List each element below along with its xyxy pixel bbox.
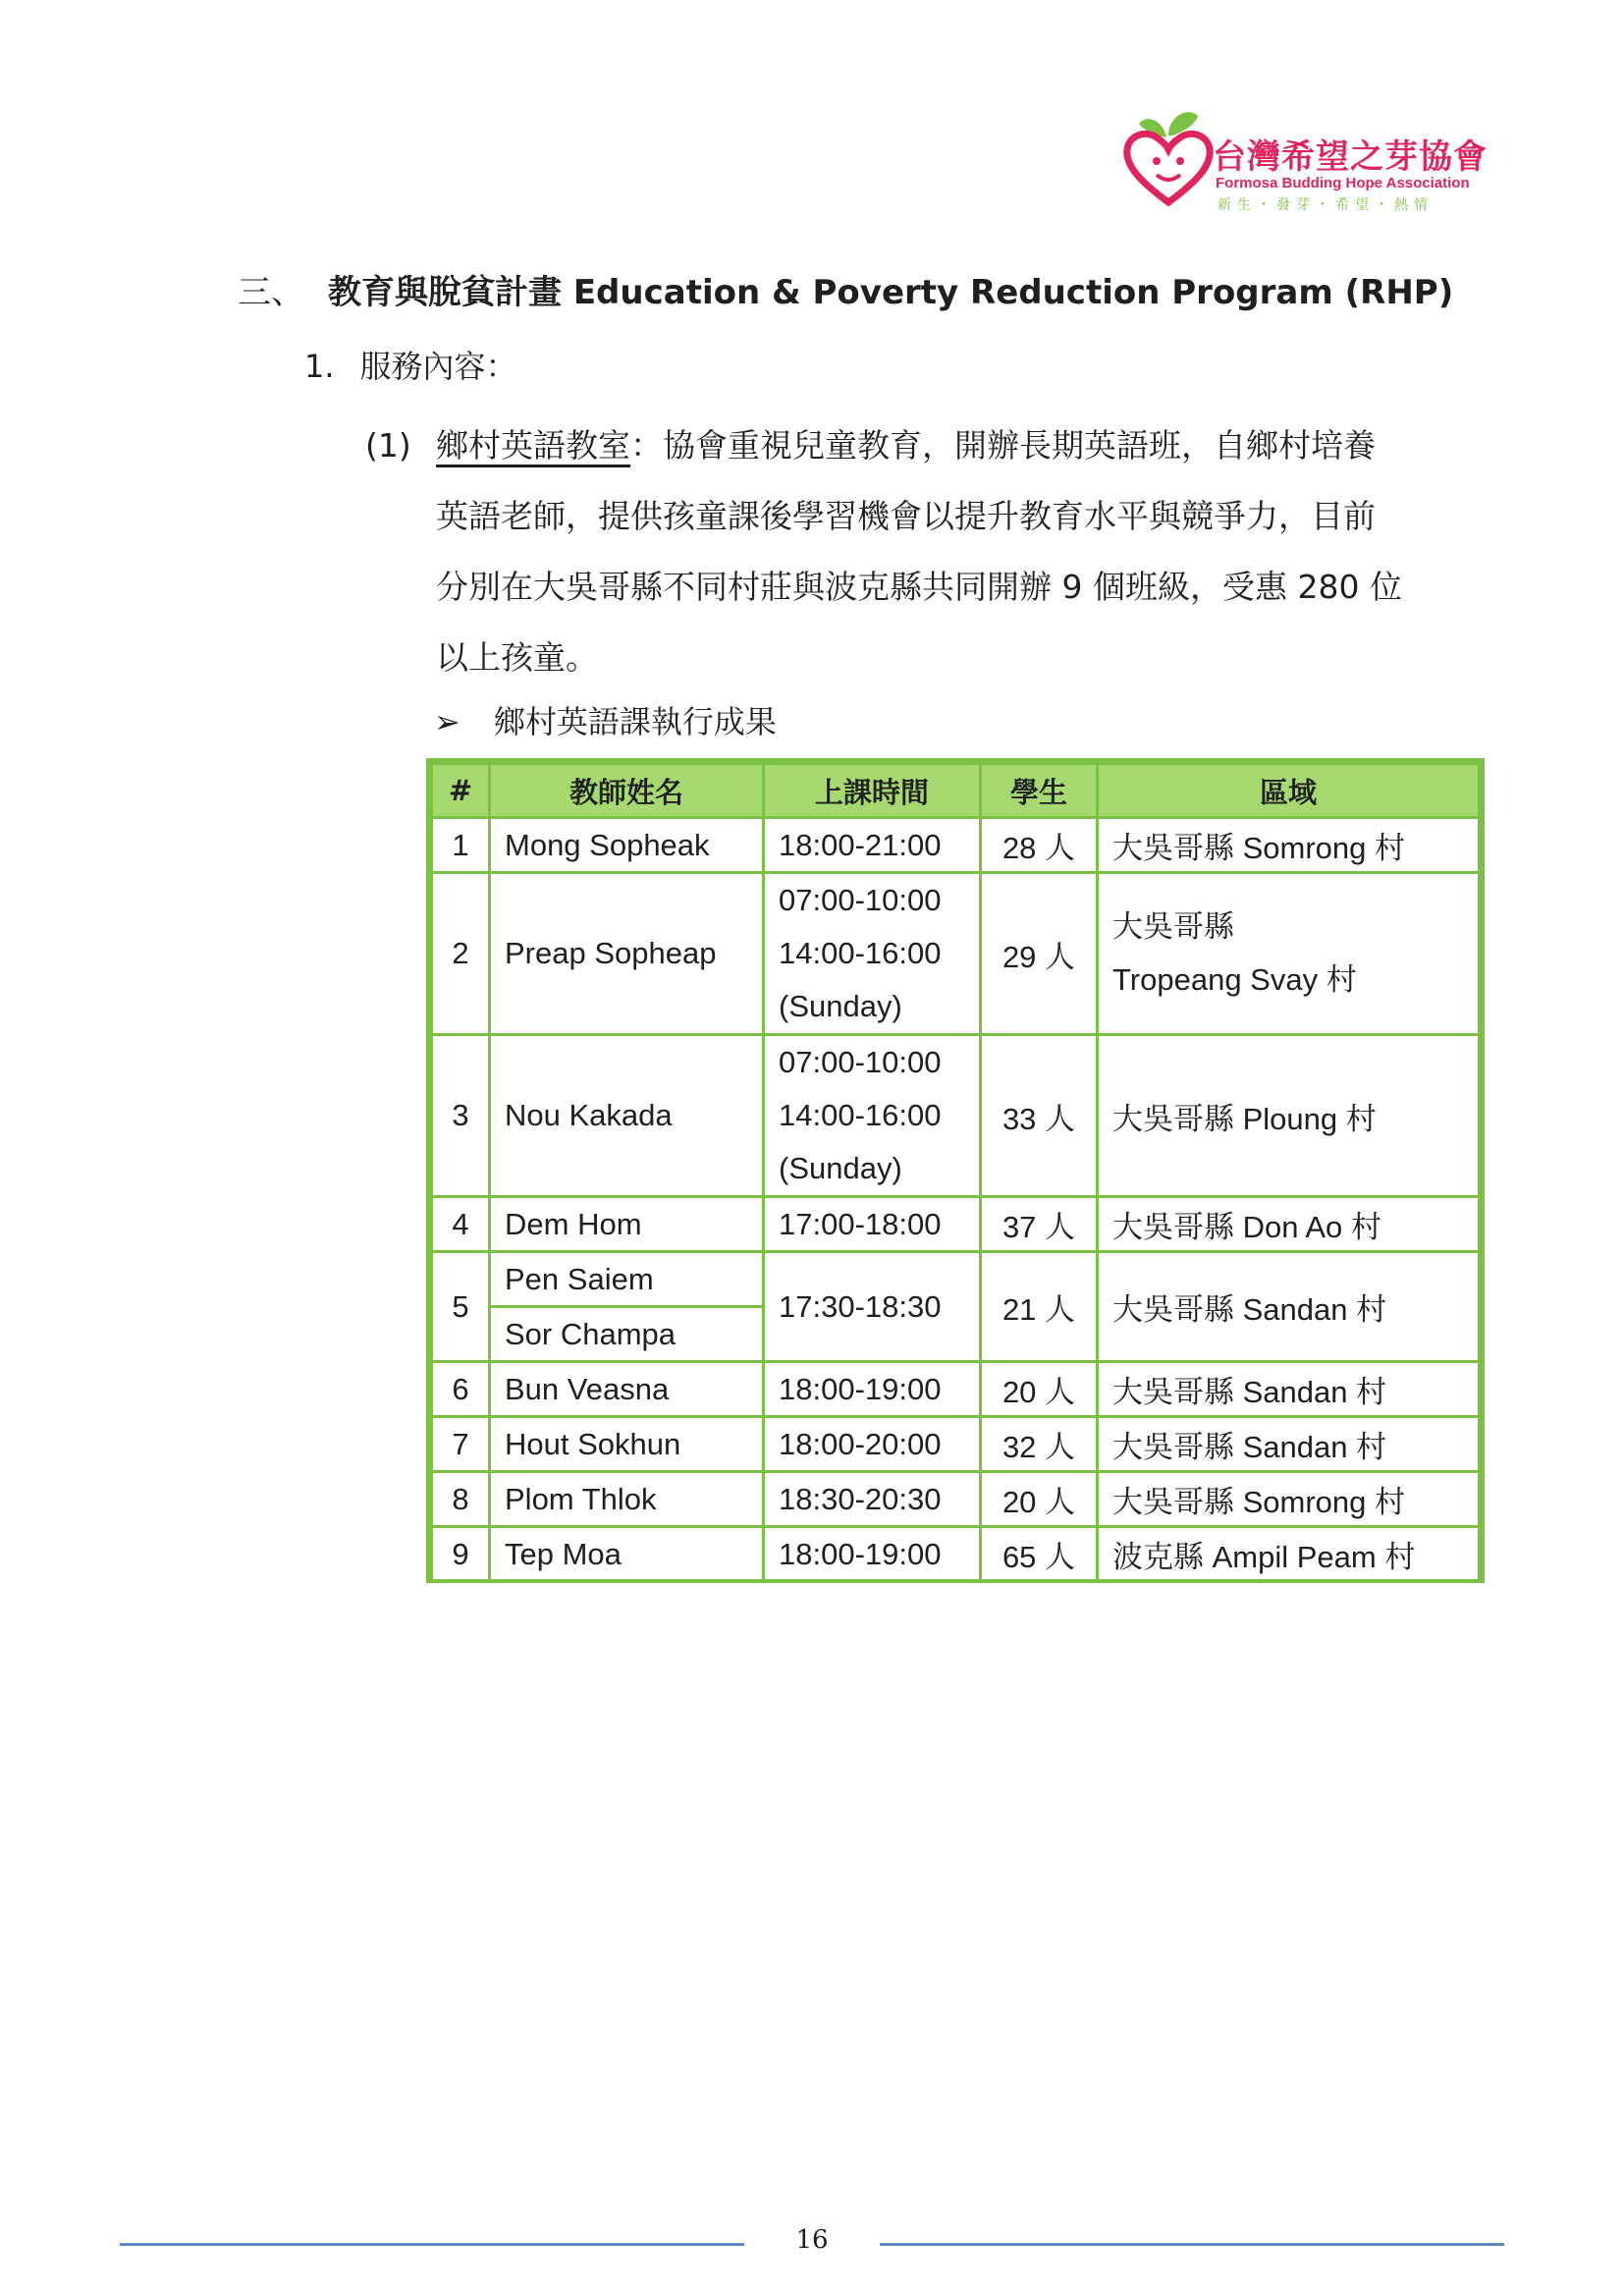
student-count: 20 人 — [981, 1472, 1098, 1527]
class-time-line: (Sunday) — [779, 1151, 902, 1185]
paragraph-line-4: 以上孩童。 — [436, 638, 598, 677]
class-time-line: 14:00-16:00 — [779, 1098, 942, 1132]
logo-tagline: 新生・發芽・希望・熱情 — [1218, 197, 1434, 213]
class-time: 17:00-18:00 — [764, 1197, 981, 1252]
paragraph-lead: 鄉村英語教室 — [436, 426, 630, 465]
class-time: 18:00-19:00 — [764, 1362, 981, 1417]
header-students: 學生 — [981, 764, 1098, 818]
student-count: 20 人 — [981, 1362, 1098, 1417]
row-idx: 1 — [432, 818, 490, 873]
class-time-line: 07:00-10:00 — [779, 1045, 942, 1079]
teacher-name: Plom Thlok — [490, 1472, 764, 1527]
area: 大吳哥縣 Somrong 村 — [1098, 818, 1480, 873]
class-time: 18:00-21:00 — [764, 818, 981, 873]
class-time — [764, 1035, 981, 1197]
area — [1098, 873, 1480, 1035]
table-row — [432, 1527, 1480, 1582]
student-count: 21 人 — [981, 1252, 1098, 1362]
area: 大吳哥縣 Don Ao 村 — [1098, 1197, 1480, 1252]
teacher-name: Preap Sopheap — [490, 873, 764, 1035]
class-time-line: (Sunday) — [779, 989, 902, 1023]
bullet-heading — [434, 697, 777, 742]
row-idx: 6 — [432, 1362, 490, 1417]
class-time: 18:00-19:00 — [764, 1527, 981, 1582]
row-idx: 2 — [432, 873, 490, 1035]
teacher-name: Pen Saiem — [490, 1252, 764, 1307]
table-row — [432, 1417, 1480, 1472]
student-count: 65 人 — [981, 1527, 1098, 1582]
table-row — [432, 818, 1480, 873]
row-idx: 5 — [432, 1252, 490, 1362]
area-line: Tropeang Svay 村 — [1112, 962, 1357, 997]
area: 波克縣 Ampil Peam 村 — [1098, 1527, 1480, 1582]
teacher-name: Bun Veasna — [490, 1362, 764, 1417]
table-row — [432, 1197, 1480, 1252]
teacher-name: Sor Champa — [490, 1307, 764, 1362]
teacher-name: Tep Moa — [490, 1527, 764, 1582]
area: 大吳哥縣 Sandan 村 — [1098, 1417, 1480, 1472]
table-header-row — [432, 764, 1480, 818]
header-time: 上課時間 — [764, 764, 981, 818]
row-idx: 3 — [432, 1035, 490, 1197]
header-teacher: 教師姓名 — [490, 764, 764, 818]
header-idx: # — [432, 764, 490, 818]
logo-name-cn: 台灣希望之芽協會 — [1213, 137, 1488, 177]
paragraph-line-1 — [436, 410, 1376, 481]
class-time: 18:30-20:30 — [764, 1472, 981, 1527]
english-class-results-table — [426, 758, 1485, 1583]
table-row — [432, 1252, 1480, 1307]
area: 大吳哥縣 Somrong 村 — [1098, 1472, 1480, 1527]
heart-sprout-icon — [1119, 96, 1218, 214]
area: 大吳哥縣 Sandan 村 — [1098, 1362, 1480, 1417]
table-row — [432, 1472, 1480, 1527]
teacher-name: Hout Sokhun — [490, 1417, 764, 1472]
area: 大吳哥縣 Sandan 村 — [1098, 1252, 1480, 1362]
class-time — [764, 873, 981, 1035]
area: 大吳哥縣 Ploung 村 — [1098, 1035, 1480, 1197]
table-row — [432, 1035, 1480, 1197]
row-idx: 9 — [432, 1527, 490, 1582]
header-area: 區域 — [1098, 764, 1480, 818]
paragraph-line-2: 英語老師，提供孩童課後學習機會以提升教育水平與競爭力，目前 — [436, 497, 1376, 535]
teacher-name: Nou Kakada — [490, 1035, 764, 1197]
class-time: 18:00-20:00 — [764, 1417, 981, 1472]
student-count: 37 人 — [981, 1197, 1098, 1252]
class-time: 17:30-18:30 — [764, 1252, 981, 1362]
teacher-name: Mong Sopheak — [490, 818, 764, 873]
paragraph-number: (1) — [365, 426, 411, 465]
table-row — [432, 1362, 1480, 1417]
association-logo — [1119, 96, 1492, 224]
student-count: 32 人 — [981, 1417, 1098, 1472]
class-time-line: 07:00-10:00 — [779, 883, 942, 917]
student-count: 28 人 — [981, 818, 1098, 873]
table-row — [432, 873, 1480, 1035]
footer-rule-right — [880, 2243, 1504, 2246]
student-count: 29 人 — [981, 873, 1098, 1035]
item-number: 1. — [304, 348, 335, 385]
paragraph-line-3: 分別在大吳哥縣不同村莊與波克縣共同開辦 9 個班級，受惠 280 位 — [436, 568, 1402, 606]
arrow-bullet-icon: ➢ — [434, 703, 460, 740]
section-heading — [238, 265, 1453, 313]
row-idx: 8 — [432, 1472, 490, 1527]
footer-rule-left — [120, 2243, 744, 2246]
teacher-name: Dem Hom — [490, 1197, 764, 1252]
row-idx: 7 — [432, 1417, 490, 1472]
page-number: 16 — [795, 2225, 829, 2255]
student-count: 33 人 — [981, 1035, 1098, 1197]
list-item-service — [304, 342, 517, 387]
item-label: 服務內容： — [359, 348, 517, 385]
logo-name-en: Formosa Budding Hope Association — [1216, 175, 1470, 191]
bullet-text: 鄉村英語課執行成果 — [493, 703, 777, 740]
area-line: 大吳哥縣 — [1112, 909, 1234, 944]
class-time-line: 14:00-16:00 — [779, 936, 942, 970]
section-number: 三、 — [238, 273, 304, 312]
paragraph-line-1-rest: ：協會重視兒童教育，開辦長期英語班，自鄉村培養 — [630, 426, 1376, 465]
section-title: 教育與脫貧計畫 Education & Poverty Reduction Program (RHP) — [328, 273, 1454, 312]
row-idx: 4 — [432, 1197, 490, 1252]
